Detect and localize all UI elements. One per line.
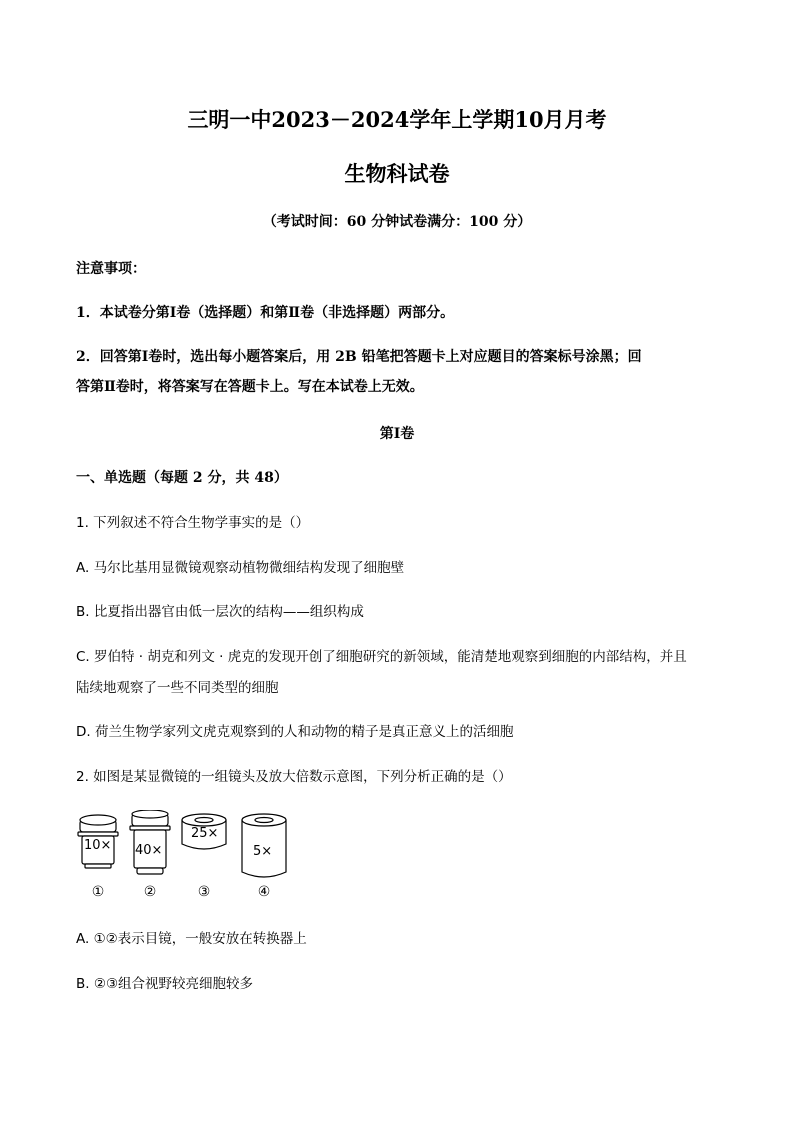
volume-heading: 第Ⅰ卷 <box>379 426 415 442</box>
question-2-stem: 2. 如图是某显微镜的一组镜头及放大倍数示意图，下列分析正确的是（） <box>76 769 512 785</box>
exam-info: （考试时间：60 分钟试卷满分：100 分） <box>262 214 532 230</box>
lens-2-magnification: 40× <box>135 843 163 858</box>
lens-4-magnification: 5× <box>253 844 273 859</box>
question-1-option-c-line-1: C. 罗伯特 · 胡克和列文 · 虎克的发现开创了细胞研究的新领域，能清楚地观察到细胞的内部结构，并且 <box>76 649 687 665</box>
lens-4-label: ④ <box>257 884 271 900</box>
question-1-option-d: D. 荷兰生物学家列文虎克观察到的人和动物的精子是真正意义上的活细胞 <box>76 724 514 740</box>
question-2-option-a: A. ①②表示目镜，一般安放在转换器上 <box>76 931 307 947</box>
lens-2-label: ② <box>143 884 157 900</box>
microscope-lens-figure <box>76 810 296 905</box>
question-1-stem: 1. 下列叙述不符合生物学事实的是（） <box>76 515 310 531</box>
lens-3-label: ③ <box>197 884 211 900</box>
note-item-2-line-1: 2．回答第Ⅰ卷时，选出每小题答案后，用 2B 铅笔把答题卡上对应题目的答案标号涂黑；回 <box>76 349 642 365</box>
document-title: 三明一中2023－2024学年上学期10月月考 <box>187 107 607 132</box>
lens-2-eyepiece <box>130 810 170 874</box>
question-2-option-b: B. ②③组合视野较亮细胞较多 <box>76 976 254 992</box>
notes-heading: 注意事项： <box>76 261 146 277</box>
note-item-1: 1．本试卷分第Ⅰ卷（选择题）和第Ⅱ卷（非选择题）两部分。 <box>76 305 455 321</box>
question-1-option-c-line-2: 陆续地观察了一些不同类型的细胞 <box>76 680 279 696</box>
document-subtitle: 生物科试卷 <box>344 161 450 186</box>
lens-1-magnification: 10× <box>84 838 112 853</box>
section-heading: 一、单选题（每题 2 分，共 48） <box>76 470 288 486</box>
question-1-option-a: A. 马尔比基用显微镜观察动植物微细结构发现了细胞壁 <box>76 560 405 576</box>
note-item-2-line-2: 答第Ⅱ卷时，将答案写在答题卡上。写在本试卷上无效。 <box>76 379 424 395</box>
question-1-option-b: B. 比夏指出器官由低一层次的结构——组织构成 <box>76 604 364 620</box>
lens-3-magnification: 25× <box>191 826 219 841</box>
lens-1-label: ① <box>91 884 105 900</box>
